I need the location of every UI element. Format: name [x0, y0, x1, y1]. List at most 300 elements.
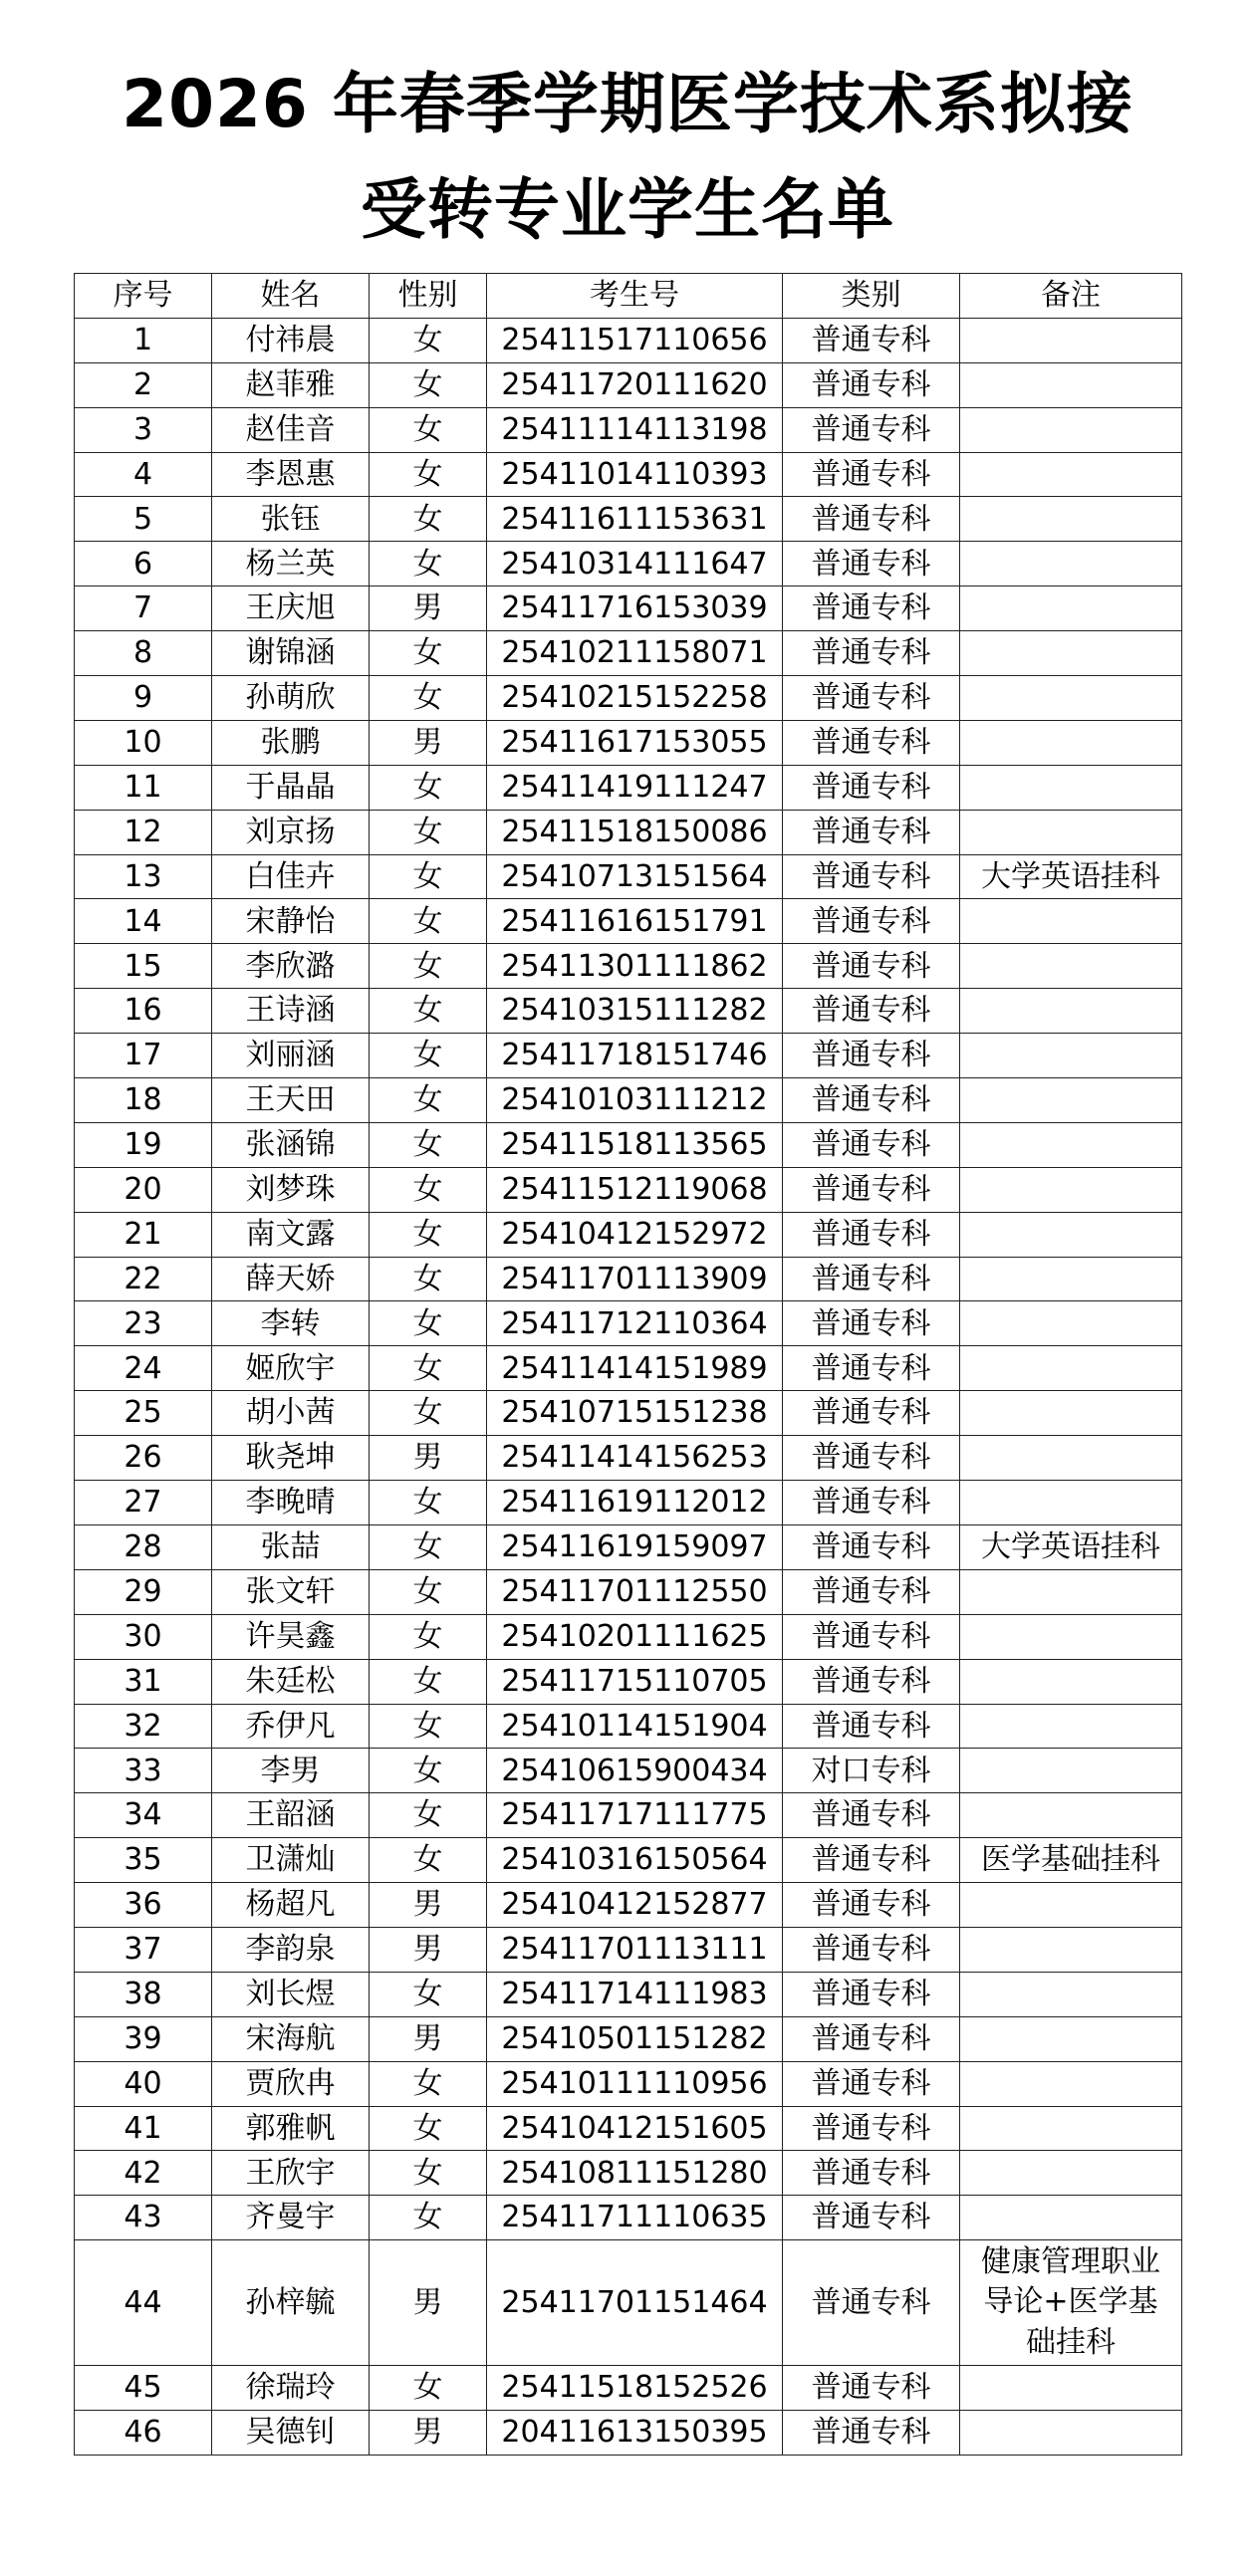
- cell-gender: 女: [370, 1034, 487, 1078]
- cell-name: 付祎晨: [212, 318, 370, 362]
- cell-category: 普通专科: [783, 497, 960, 542]
- cell-name: 吴德钊: [212, 2411, 370, 2456]
- cell-name: 赵菲雅: [212, 362, 370, 407]
- cell-gender: 女: [370, 1972, 487, 2016]
- cell-name: 李韵泉: [212, 1927, 370, 1972]
- cell-exam-number: 25410114151904: [487, 1704, 783, 1749]
- cell-exam-number: 25411701113909: [487, 1257, 783, 1301]
- table-row: [75, 1391, 1182, 1436]
- cell-name: 张文轩: [212, 1569, 370, 1614]
- cell-name: 刘梦珠: [212, 1167, 370, 1212]
- cell-category: 普通专科: [783, 1838, 960, 1883]
- cell-index: 14: [75, 899, 212, 944]
- cell-category: 普通专科: [783, 2061, 960, 2106]
- cell-category: 普通专科: [783, 854, 960, 899]
- cell-exam-number: 25411617153055: [487, 720, 783, 765]
- cell-gender: 女: [370, 1614, 487, 1659]
- table-row: [75, 1569, 1182, 1614]
- cell-gender: 女: [370, 1301, 487, 1346]
- cell-remark: [960, 899, 1182, 944]
- cell-index: 6: [75, 542, 212, 586]
- cell-index: 19: [75, 1122, 212, 1167]
- table-row: [75, 1167, 1182, 1212]
- cell-exam-number: 25411717111775: [487, 1793, 783, 1838]
- cell-exam-number: 25411518150086: [487, 810, 783, 854]
- cell-category: 普通专科: [783, 1883, 960, 1928]
- cell-gender: 女: [370, 1569, 487, 1614]
- cell-category: 普通专科: [783, 2151, 960, 2196]
- cell-remark: [960, 362, 1182, 407]
- cell-name: 李欣潞: [212, 944, 370, 989]
- table-row: [75, 1034, 1182, 1078]
- cell-remark: [960, 2366, 1182, 2411]
- cell-gender: 女: [370, 318, 487, 362]
- cell-index: 23: [75, 1301, 212, 1346]
- cell-remark: [960, 542, 1182, 586]
- table-row: [75, 497, 1182, 542]
- table-row: [75, 676, 1182, 721]
- header-name: 姓名: [212, 274, 370, 319]
- table-row: [75, 407, 1182, 452]
- cell-gender: 女: [370, 899, 487, 944]
- cell-category: 普通专科: [783, 1524, 960, 1569]
- cell-exam-number: 25411014110393: [487, 452, 783, 497]
- cell-remark: 大学英语挂科: [960, 854, 1182, 899]
- cell-category: 普通专科: [783, 765, 960, 810]
- cell-remark: [960, 1301, 1182, 1346]
- cell-name: 张钰: [212, 497, 370, 542]
- cell-gender: 女: [370, 1659, 487, 1704]
- cell-gender: 女: [370, 2196, 487, 2240]
- table-row: [75, 1257, 1182, 1301]
- cell-category: 普通专科: [783, 2016, 960, 2061]
- table-row: [75, 1301, 1182, 1346]
- cell-category: 普通专科: [783, 452, 960, 497]
- cell-index: 36: [75, 1883, 212, 1928]
- cell-gender: 女: [370, 2106, 487, 2151]
- cell-gender: 女: [370, 1481, 487, 1525]
- cell-gender: 女: [370, 989, 487, 1034]
- cell-category: 普通专科: [783, 1704, 960, 1749]
- cell-name: 李男: [212, 1749, 370, 1793]
- cell-category: 对口专科: [783, 1749, 960, 1793]
- cell-category: 普通专科: [783, 810, 960, 854]
- cell-exam-number: 25411718151746: [487, 1034, 783, 1078]
- cell-remark: [960, 1659, 1182, 1704]
- cell-gender: 女: [370, 2061, 487, 2106]
- cell-name: 张涵锦: [212, 1122, 370, 1167]
- cell-exam-number: 25411619159097: [487, 1524, 783, 1569]
- cell-index: 16: [75, 989, 212, 1034]
- cell-index: 32: [75, 1704, 212, 1749]
- table-row: [75, 989, 1182, 1034]
- cell-gender: 女: [370, 1838, 487, 1883]
- cell-name: 张鹏: [212, 720, 370, 765]
- cell-remark: [960, 1034, 1182, 1078]
- cell-name: 李恩惠: [212, 452, 370, 497]
- cell-exam-number: 25410314111647: [487, 542, 783, 586]
- cell-remark: [960, 2106, 1182, 2151]
- cell-remark: [960, 676, 1182, 721]
- cell-gender: 女: [370, 631, 487, 676]
- cell-remark: [960, 1614, 1182, 1659]
- table-body: [75, 318, 1182, 2455]
- cell-remark: [960, 2411, 1182, 2456]
- cell-category: 普通专科: [783, 1793, 960, 1838]
- cell-index: 28: [75, 1524, 212, 1569]
- cell-category: 普通专科: [783, 899, 960, 944]
- cell-name: 杨超凡: [212, 1883, 370, 1928]
- cell-gender: 女: [370, 1212, 487, 1257]
- table-row: [75, 2411, 1182, 2456]
- cell-name: 卫潇灿: [212, 1838, 370, 1883]
- table-row: [75, 1614, 1182, 1659]
- cell-category: 普通专科: [783, 586, 960, 631]
- cell-index: 4: [75, 452, 212, 497]
- cell-name: 胡小茜: [212, 1391, 370, 1436]
- cell-category: 普通专科: [783, 1301, 960, 1346]
- table-row: [75, 1346, 1182, 1391]
- cell-name: 李转: [212, 1301, 370, 1346]
- cell-exam-number: 25411701151464: [487, 2240, 783, 2366]
- header-remark: 备注: [960, 274, 1182, 319]
- cell-name: 贾欣冉: [212, 2061, 370, 2106]
- cell-exam-number: 25411414156253: [487, 1436, 783, 1481]
- cell-exam-number: 25411714111983: [487, 1972, 783, 2016]
- cell-category: 普通专科: [783, 1614, 960, 1659]
- cell-category: 普通专科: [783, 1212, 960, 1257]
- cell-name: 耿尧坤: [212, 1436, 370, 1481]
- cell-index: 29: [75, 1569, 212, 1614]
- cell-exam-number: 25410713151564: [487, 854, 783, 899]
- cell-name: 郭雅帆: [212, 2106, 370, 2151]
- cell-remark: [960, 989, 1182, 1034]
- table-row: [75, 2016, 1182, 2061]
- cell-index: 8: [75, 631, 212, 676]
- cell-gender: 男: [370, 1927, 487, 1972]
- cell-exam-number: 25410412152972: [487, 1212, 783, 1257]
- table-row: [75, 810, 1182, 854]
- cell-category: 普通专科: [783, 1257, 960, 1301]
- cell-index: 5: [75, 497, 212, 542]
- cell-gender: 女: [370, 2151, 487, 2196]
- cell-remark: [960, 2016, 1182, 2061]
- cell-exam-number: 20411613150395: [487, 2411, 783, 2456]
- cell-category: 普通专科: [783, 2106, 960, 2151]
- cell-exam-number: 25410715151238: [487, 1391, 783, 1436]
- cell-category: 普通专科: [783, 1167, 960, 1212]
- cell-category: 普通专科: [783, 720, 960, 765]
- table-row: [75, 452, 1182, 497]
- cell-category: 普通专科: [783, 1391, 960, 1436]
- cell-exam-number: 25411611153631: [487, 497, 783, 542]
- cell-exam-number: 25410201111625: [487, 1614, 783, 1659]
- cell-gender: 女: [370, 2366, 487, 2411]
- cell-gender: 女: [370, 765, 487, 810]
- cell-index: 20: [75, 1167, 212, 1212]
- cell-name: 杨兰英: [212, 542, 370, 586]
- cell-index: 21: [75, 1212, 212, 1257]
- cell-index: 43: [75, 2196, 212, 2240]
- cell-remark: [960, 1436, 1182, 1481]
- cell-gender: 女: [370, 676, 487, 721]
- cell-remark: [960, 497, 1182, 542]
- cell-exam-number: 25411518113565: [487, 1122, 783, 1167]
- cell-index: 42: [75, 2151, 212, 2196]
- cell-remark: [960, 1346, 1182, 1391]
- table-row: [75, 1524, 1182, 1569]
- cell-index: 33: [75, 1749, 212, 1793]
- cell-remark: [960, 1749, 1182, 1793]
- cell-category: 普通专科: [783, 1436, 960, 1481]
- cell-exam-number: 25410501151282: [487, 2016, 783, 2061]
- cell-gender: 女: [370, 1122, 487, 1167]
- table-row: [75, 1122, 1182, 1167]
- cell-remark: [960, 1257, 1182, 1301]
- cell-gender: 女: [370, 452, 487, 497]
- cell-remark: [960, 631, 1182, 676]
- cell-remark: [960, 586, 1182, 631]
- cell-gender: 男: [370, 2240, 487, 2366]
- cell-index: 38: [75, 1972, 212, 2016]
- cell-exam-number: 25411715110705: [487, 1659, 783, 1704]
- cell-exam-number: 25411414151989: [487, 1346, 783, 1391]
- cell-name: 李晚晴: [212, 1481, 370, 1525]
- cell-index: 10: [75, 720, 212, 765]
- cell-index: 24: [75, 1346, 212, 1391]
- cell-exam-number: 25410615900434: [487, 1749, 783, 1793]
- table-row: [75, 1436, 1182, 1481]
- table-row: [75, 1078, 1182, 1123]
- cell-category: 普通专科: [783, 1659, 960, 1704]
- cell-exam-number: 25410215152258: [487, 676, 783, 721]
- cell-exam-number: 25411712110364: [487, 1301, 783, 1346]
- cell-exam-number: 25411512119068: [487, 1167, 783, 1212]
- cell-remark: 健康管理职业 导论+医学基 础挂科: [960, 2240, 1182, 2366]
- cell-category: 普通专科: [783, 944, 960, 989]
- cell-gender: 女: [370, 1704, 487, 1749]
- cell-remark: [960, 1972, 1182, 2016]
- cell-category: 普通专科: [783, 676, 960, 721]
- cell-category: 普通专科: [783, 1078, 960, 1123]
- student-list-table: [74, 273, 1182, 2456]
- cell-index: 12: [75, 810, 212, 854]
- cell-gender: 女: [370, 497, 487, 542]
- cell-name: 刘京扬: [212, 810, 370, 854]
- cell-name: 于晶晶: [212, 765, 370, 810]
- header-index: 序号: [75, 274, 212, 319]
- cell-index: 1: [75, 318, 212, 362]
- cell-index: 22: [75, 1257, 212, 1301]
- cell-name: 宋静怡: [212, 899, 370, 944]
- cell-remark: [960, 2196, 1182, 2240]
- cell-remark: [960, 810, 1182, 854]
- table-row: [75, 765, 1182, 810]
- cell-gender: 女: [370, 407, 487, 452]
- cell-category: 普通专科: [783, 1122, 960, 1167]
- cell-gender: 女: [370, 1524, 487, 1569]
- cell-exam-number: 25411301111862: [487, 944, 783, 989]
- cell-category: 普通专科: [783, 631, 960, 676]
- cell-name: 薛天娇: [212, 1257, 370, 1301]
- table-row: [75, 362, 1182, 407]
- cell-gender: 男: [370, 2411, 487, 2456]
- cell-index: 39: [75, 2016, 212, 2061]
- header-category: 类别: [783, 274, 960, 319]
- cell-gender: 女: [370, 1346, 487, 1391]
- page-title-line-2: 受转专业学生名单: [361, 171, 894, 248]
- table-row: [75, 1793, 1182, 1838]
- cell-remark: [960, 1481, 1182, 1525]
- cell-name: 王欣宇: [212, 2151, 370, 2196]
- cell-category: 普通专科: [783, 318, 960, 362]
- header-exam-number: 考生号: [487, 274, 783, 319]
- cell-remark: [960, 1212, 1182, 1257]
- cell-exam-number: 25410211158071: [487, 631, 783, 676]
- table-row: [75, 318, 1182, 362]
- table-row: [75, 586, 1182, 631]
- cell-name: 赵佳音: [212, 407, 370, 452]
- cell-exam-number: 25410412151605: [487, 2106, 783, 2151]
- cell-index: 30: [75, 1614, 212, 1659]
- cell-name: 徐瑞玲: [212, 2366, 370, 2411]
- table-header-row: [75, 274, 1182, 319]
- cell-exam-number: 25410412152877: [487, 1883, 783, 1928]
- cell-gender: 女: [370, 1167, 487, 1212]
- cell-gender: 女: [370, 944, 487, 989]
- cell-index: 40: [75, 2061, 212, 2106]
- table-row: [75, 631, 1182, 676]
- table-row: [75, 1972, 1182, 2016]
- cell-exam-number: 25411616151791: [487, 899, 783, 944]
- cell-category: 普通专科: [783, 1927, 960, 1972]
- cell-remark: [960, 1793, 1182, 1838]
- cell-name: 乔伊凡: [212, 1704, 370, 1749]
- cell-gender: 女: [370, 542, 487, 586]
- cell-name: 孙梓毓: [212, 2240, 370, 2366]
- cell-remark: [960, 2151, 1182, 2196]
- cell-name: 王诗涵: [212, 989, 370, 1034]
- cell-gender: 女: [370, 1391, 487, 1436]
- cell-category: 普通专科: [783, 989, 960, 1034]
- cell-gender: 男: [370, 1436, 487, 1481]
- cell-index: 41: [75, 2106, 212, 2151]
- cell-index: 37: [75, 1927, 212, 1972]
- cell-gender: 女: [370, 1749, 487, 1793]
- cell-remark: [960, 1883, 1182, 1928]
- cell-index: 35: [75, 1838, 212, 1883]
- cell-index: 15: [75, 944, 212, 989]
- cell-name: 王天田: [212, 1078, 370, 1123]
- cell-gender: 女: [370, 1257, 487, 1301]
- cell-index: 44: [75, 2240, 212, 2366]
- cell-remark: [960, 1167, 1182, 1212]
- cell-category: 普通专科: [783, 2411, 960, 2456]
- cell-category: 普通专科: [783, 362, 960, 407]
- cell-remark: [960, 1569, 1182, 1614]
- cell-index: 27: [75, 1481, 212, 1525]
- cell-exam-number: 25411518152526: [487, 2366, 783, 2411]
- cell-index: 11: [75, 765, 212, 810]
- cell-index: 18: [75, 1078, 212, 1123]
- cell-gender: 女: [370, 1078, 487, 1123]
- cell-remark: [960, 2061, 1182, 2106]
- cell-index: 26: [75, 1436, 212, 1481]
- cell-gender: 女: [370, 810, 487, 854]
- cell-index: 3: [75, 407, 212, 452]
- cell-name: 刘长煜: [212, 1972, 370, 2016]
- table-row: [75, 2151, 1182, 2196]
- cell-category: 普通专科: [783, 1481, 960, 1525]
- table-row: [75, 2240, 1182, 2366]
- table-row: [75, 944, 1182, 989]
- table-row: [75, 1704, 1182, 1749]
- cell-name: 张喆: [212, 1524, 370, 1569]
- cell-gender: 女: [370, 1793, 487, 1838]
- cell-remark: [960, 1122, 1182, 1167]
- cell-index: 34: [75, 1793, 212, 1838]
- cell-remark: [960, 765, 1182, 810]
- cell-index: 7: [75, 586, 212, 631]
- cell-exam-number: 25411419111247: [487, 765, 783, 810]
- cell-remark: [960, 1927, 1182, 1972]
- cell-name: 刘丽涵: [212, 1034, 370, 1078]
- cell-exam-number: 25411701112550: [487, 1569, 783, 1614]
- cell-index: 31: [75, 1659, 212, 1704]
- table-row: [75, 899, 1182, 944]
- cell-gender: 男: [370, 2016, 487, 2061]
- cell-name: 南文露: [212, 1212, 370, 1257]
- cell-category: 普通专科: [783, 542, 960, 586]
- cell-remark: [960, 452, 1182, 497]
- table-row: [75, 720, 1182, 765]
- cell-category: 普通专科: [783, 1569, 960, 1614]
- table-row: [75, 1212, 1182, 1257]
- cell-name: 孙萌欣: [212, 676, 370, 721]
- table-row: [75, 1659, 1182, 1704]
- cell-remark: [960, 1078, 1182, 1123]
- cell-remark: [960, 944, 1182, 989]
- cell-name: 朱廷松: [212, 1659, 370, 1704]
- cell-index: 46: [75, 2411, 212, 2456]
- cell-exam-number: 25410811151280: [487, 2151, 783, 2196]
- cell-exam-number: 25411517110656: [487, 318, 783, 362]
- table-row: [75, 2106, 1182, 2151]
- table-row: [75, 1883, 1182, 1928]
- cell-gender: 男: [370, 1883, 487, 1928]
- cell-remark: [960, 1704, 1182, 1749]
- cell-category: 普通专科: [783, 1972, 960, 2016]
- cell-name: 谢锦涵: [212, 631, 370, 676]
- cell-remark: [960, 318, 1182, 362]
- cell-index: 2: [75, 362, 212, 407]
- table-row: [75, 1481, 1182, 1525]
- cell-index: 17: [75, 1034, 212, 1078]
- cell-exam-number: 25410315111282: [487, 989, 783, 1034]
- cell-remark: [960, 1391, 1182, 1436]
- table-row: [75, 2366, 1182, 2411]
- cell-category: 普通专科: [783, 1034, 960, 1078]
- table-row: [75, 854, 1182, 899]
- cell-category: 普通专科: [783, 2240, 960, 2366]
- page-title-line-1: 2026 年春季学期医学技术系拟接: [122, 66, 1133, 142]
- cell-exam-number: 25411711110635: [487, 2196, 783, 2240]
- cell-index: 45: [75, 2366, 212, 2411]
- cell-name: 宋海航: [212, 2016, 370, 2061]
- header-gender: 性别: [370, 274, 487, 319]
- cell-exam-number: 25410316150564: [487, 1838, 783, 1883]
- table-row: [75, 542, 1182, 586]
